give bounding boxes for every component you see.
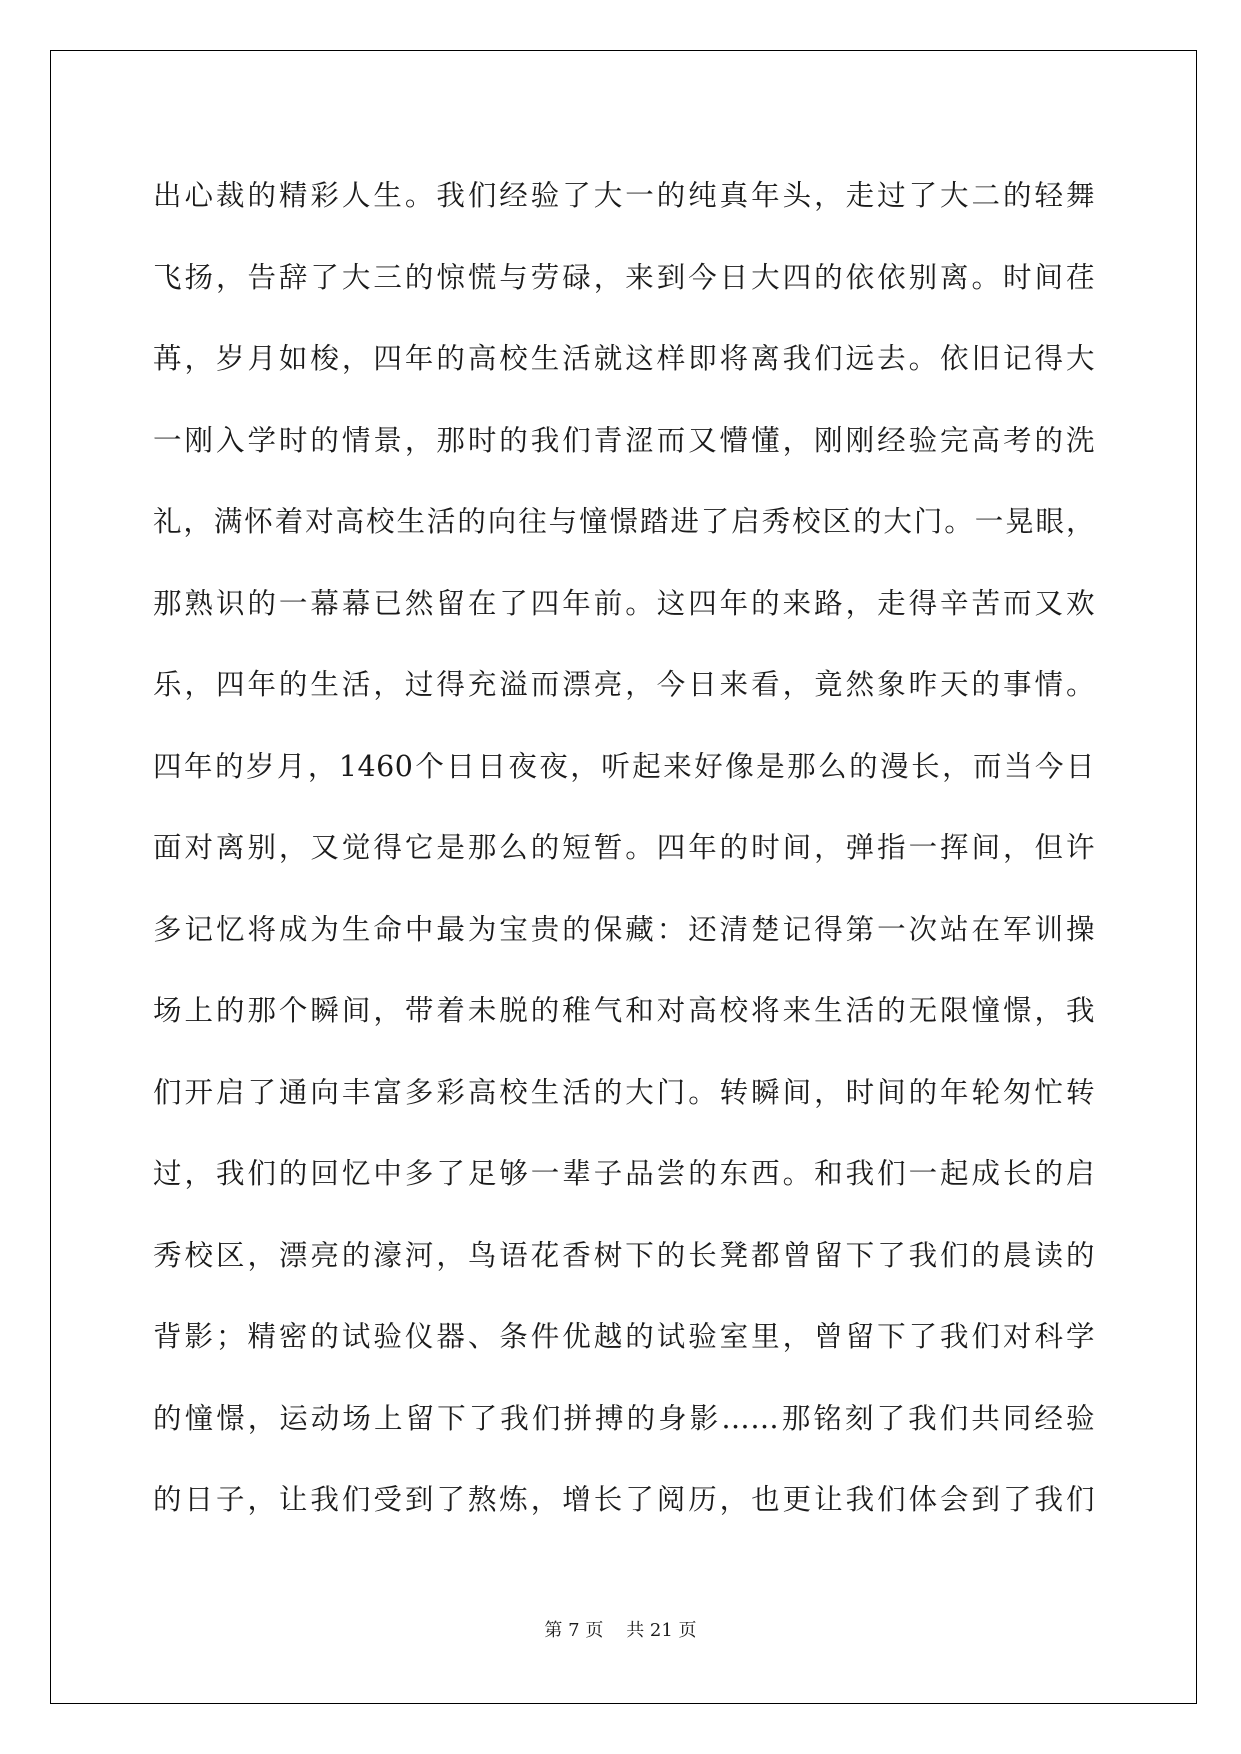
page-number-footer: 第 7 页 共 21 页 xyxy=(544,1620,697,1641)
text-line: 苒，岁月如梭，四年的高校生活就这样即将离我们远去。依旧记得大 xyxy=(153,342,1095,375)
body-text xyxy=(153,155,1095,1541)
text-line: 的憧憬，运动场上留下了我们拼搏的身影……那铭刻了我们共同经验 xyxy=(153,1401,1095,1435)
text-line: 们开启了通向丰富多彩高校生活的大门。转瞬间，时间的年轮匆忙转 xyxy=(153,1075,1095,1109)
text-line: 秀校区，漂亮的濠河，鸟语花香树下的长凳都曾留下了我们的晨读的 xyxy=(153,1238,1095,1272)
text-line: 过，我们的回忆中多了足够一辈子品尝的东西。和我们一起成长的启 xyxy=(153,1157,1095,1190)
text-line: 多记忆将成为生命中最为宝贵的保藏：还清楚记得第一次站在军训操 xyxy=(153,912,1095,946)
text-line: 场上的那个瞬间，带着未脱的稚气和对高校将来生活的无限憧憬，我 xyxy=(153,994,1095,1027)
text-line: 面对离别，又觉得它是那么的短暂。四年的时间，弹指一挥间，但许 xyxy=(153,831,1095,864)
text-line: 礼，满怀着对高校生活的向往与憧憬踏进了启秀校区的大门。一晃眼， xyxy=(153,505,1095,538)
text-line: 一刚入学时的情景，那时的我们青涩而又懵懂，刚刚经验完高考的洗 xyxy=(153,423,1095,457)
text-line: 背影；精密的试验仪器、条件优越的试验室里，曾留下了我们对科学 xyxy=(153,1320,1095,1353)
text-line: 四年的岁月，1460个日日夜夜，听起来好像是那么的漫长，而当今日 xyxy=(153,749,1095,783)
text-line: 的日子，让我们受到了熬炼，增长了阅历，也更让我们体会到了我们 xyxy=(153,1483,1095,1516)
text-line: 出心裁的精彩人生。我们经验了大一的纯真年头，走过了大二的轻舞 xyxy=(153,179,1095,212)
text-line: 乐，四年的生活，过得充溢而漂亮，今日来看，竟然象昨天的事情。 xyxy=(153,668,1095,701)
text-line: 飞扬，告辞了大三的惊慌与劳碌，来到今日大四的依依别离。时间荏 xyxy=(153,260,1095,294)
text-line: 那熟识的一幕幕已然留在了四年前。这四年的来路，走得辛苦而又欢 xyxy=(153,586,1095,620)
